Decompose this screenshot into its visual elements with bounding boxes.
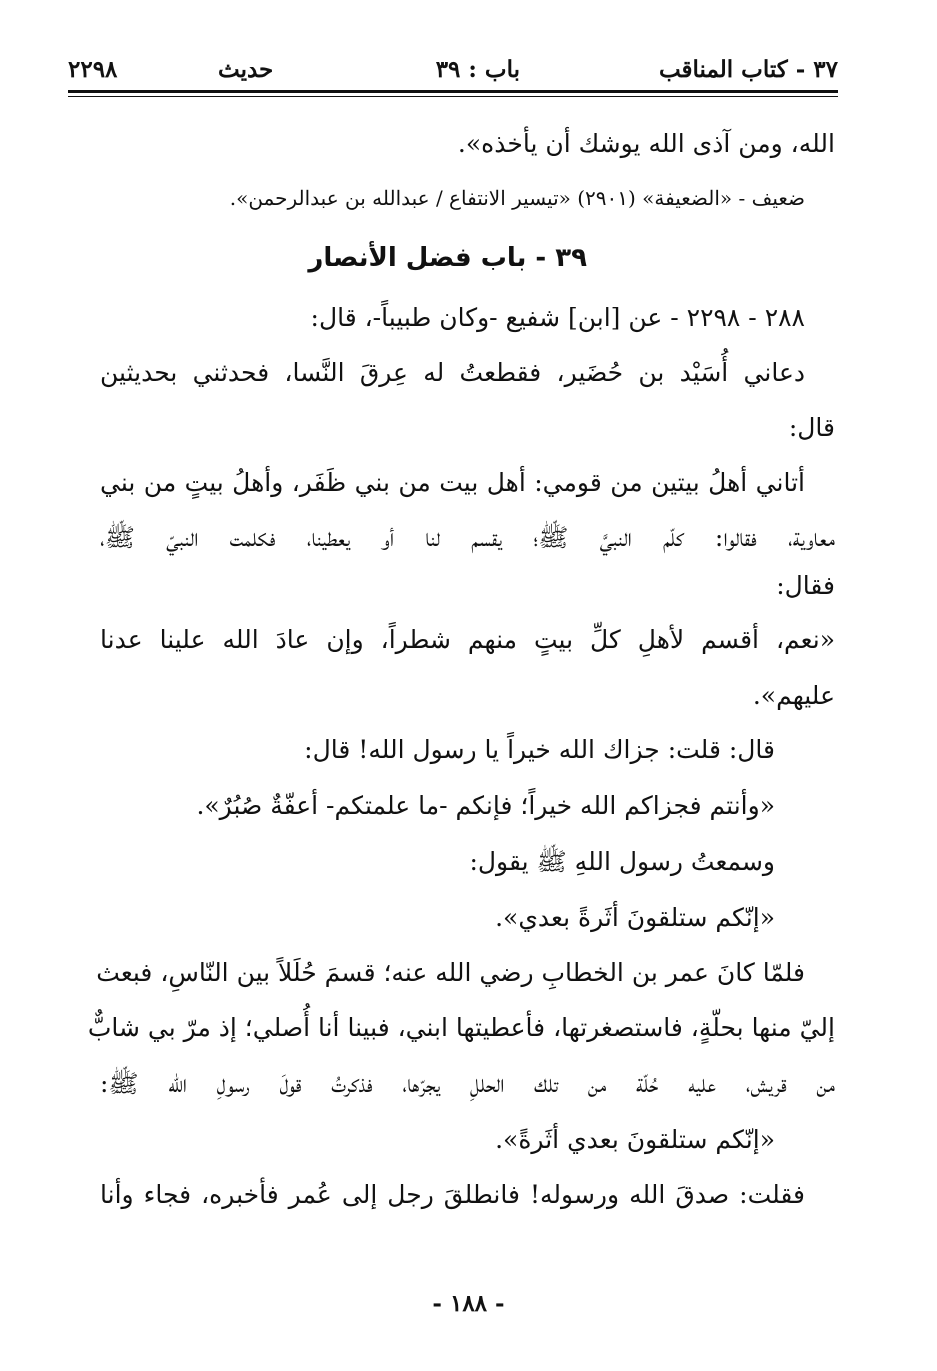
text-line-15: «إنّكم ستلقونَ أثَرةً بعدي». <box>495 903 775 932</box>
text-line-11: عليهم». <box>752 681 835 710</box>
text-line-19: «إنّكم ستلقونَ بعدي أثَرةً». <box>495 1125 775 1154</box>
header-chapter: باب : ٣٩ <box>435 56 520 83</box>
text-line-5: دعاني أُسَيْد بن حُضَير، فقطعتُ له عِرقَ النَّسا، فحدثني بحديثين <box>100 358 805 387</box>
text-line-17: إليّ منها بحلّةٍ، فاستصغرتها، فأعطيتها ابني، فبينا أنا أُصلي؛ إذ مرّ بي شابٌّ <box>87 1013 835 1042</box>
hadith-intro: ٢٨٨ - ٢٢٩٨ - عن [ابن] شفيع -وكان طبيباً-، قال: <box>310 303 805 332</box>
text-line-20: فقلت: صدقَ الله ورسوله! فانطلقَ رجل إلى عُمر فأخبره، فجاء وأنا <box>100 1180 805 1209</box>
header-hadith-label: حديث <box>218 56 274 83</box>
header-book-title: ٣٧ - كتاب المناقب <box>658 56 838 83</box>
text-line-6: قال: <box>788 413 835 442</box>
header-hadith-number: ٢٢٩٨ <box>68 56 118 83</box>
text-line-14: وسمعتُ رسول اللهِ ﷺ يقول: <box>469 847 775 876</box>
text-line-16: فلمّا كانَ عمر بن الخطابِ رضي الله عنه؛ قسمَ حُلَلاً بين النّاسِ، فبعث <box>96 958 805 987</box>
text-line-18: من قريش، عليه حُلّة من تلك الحللِ يجرّها، فذكرتُ قولَ رسولِ الله ﷺ: <box>100 1069 835 1098</box>
page-number: - ١٨٨ - <box>432 1290 505 1317</box>
header-rule-thin <box>68 96 838 97</box>
text-line-8: معاوية، فقالوا: كلّم النبيَّ ﷺ؛ يقسم لنا أو يعطينا، فكلمت النبيّ ﷺ، <box>100 523 835 552</box>
text-line-9: فقال: <box>776 571 835 600</box>
source-note: ضعيف - «الضعيفة» (٢٩٠١) «تيسير الانتفاع / عبدالله بن عبدالرحمن». <box>229 186 805 210</box>
text-line-12: قال: قلت: جزاك الله خيراً يا رسول الله! قال: <box>304 735 775 764</box>
text-line-10: «نعم، أقسم لأهلِ كلِّ بيتٍ منهم شطراً، وإن عادَ الله علينا عدنا <box>100 625 835 654</box>
text-line-7: أتاني أهلُ بيتين من قومي: أهل بيت من بني ظَفَر، وأهلُ بيتٍ من بني <box>100 468 805 497</box>
header-rule <box>68 90 838 93</box>
text-line-1: الله، ومن آذى الله يوشك أن يأخذه». <box>457 129 835 158</box>
running-header <box>68 52 838 92</box>
chapter-heading: ٣٩ - باب فضل الأنصار <box>308 243 587 273</box>
text-line-13: «وأنتم فجزاكم الله خيراً؛ فإنكم -ما علمتكم- أعفّةٌ صُبُرٌ». <box>196 791 775 820</box>
